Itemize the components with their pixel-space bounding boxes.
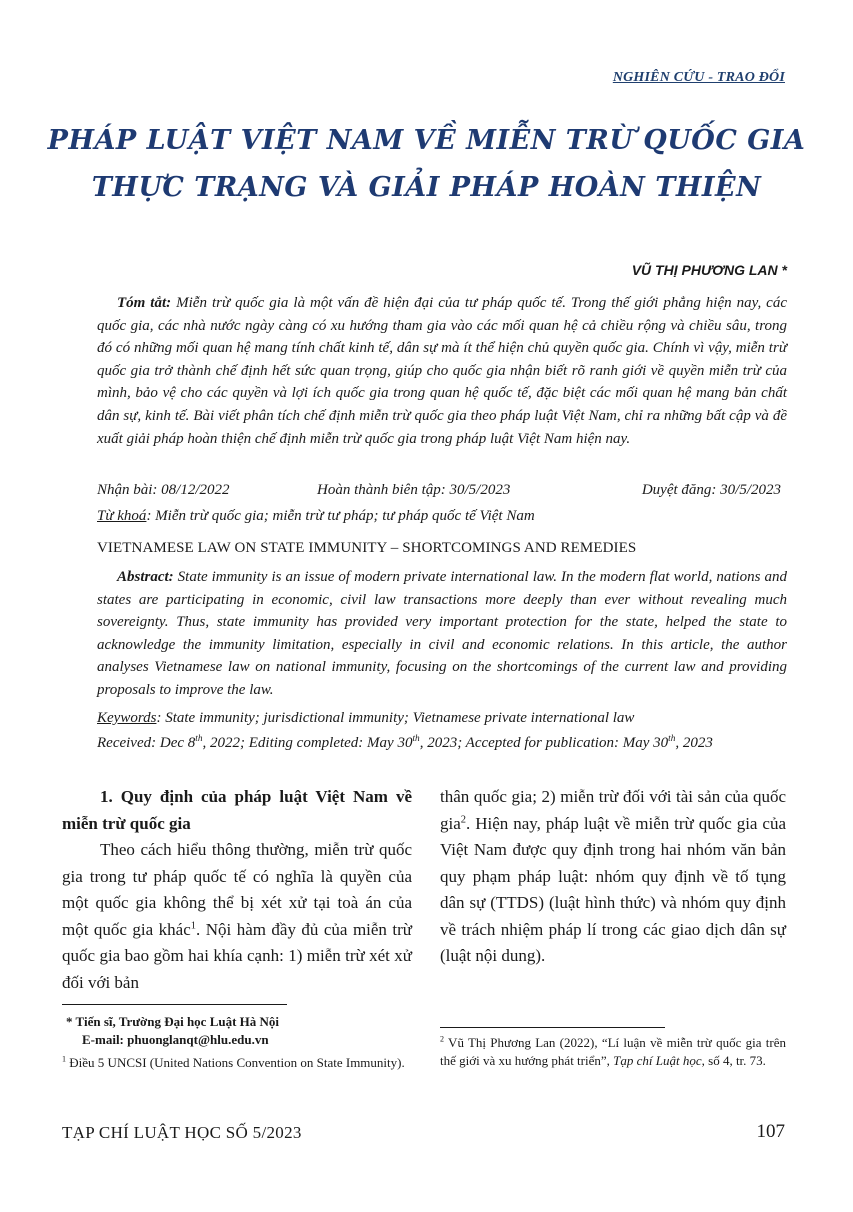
body-paragraph-1-text: Theo cách hiểu thông thường, miễn trừ quốc gia trong tư pháp quốc tế có nghĩa là quyền của một quốc gia không thể bị xét xử tại toà án của một quốc gia khác — [62, 840, 412, 939]
section-tag: NGHIÊN CỨU - TRAO ĐỔI — [612, 70, 785, 85]
author-name: VŨ THỊ PHƯƠNG LAN * — [631, 262, 787, 278]
body-left-column — [62, 784, 412, 996]
article-title-line-2: THỰC TRẠNG VÀ GIẢI PHÁP HOÀN THIỆN — [91, 172, 762, 203]
abstract-en — [97, 566, 787, 702]
received-en-sup: th — [195, 734, 203, 744]
footnote-ref-1: 1 — [190, 919, 197, 931]
received-en — [97, 735, 713, 752]
keywords-en-label: Keywords — [97, 710, 157, 726]
footnote-1-number: 1 — [62, 1054, 67, 1064]
author-email: E-mail: phuonglanqt@hlu.edu.vn — [82, 1032, 269, 1047]
footnote-1 — [62, 1054, 412, 1072]
body-paragraph-1-right: thân quốc gia; 2) miễn trừ đối với tài sản của quốc gia — [440, 787, 786, 833]
footnote-ref-2: 2 — [460, 813, 467, 825]
body-paragraph-1 — [62, 837, 412, 996]
footnote-2-text: Vũ Thị Phương Lan (2022), “Lí luận về miễn trừ quốc gia trên thế giới và xu hướng phát triển”, — [440, 1035, 786, 1068]
keywords-en-text: : State immunity; jurisdictional immunity; Vietnamese private international law — [156, 710, 635, 726]
author-footnote — [62, 1013, 412, 1049]
page-number: 107 — [756, 1121, 785, 1142]
journal-footer: TẠP CHÍ LUẬT HỌC SỐ 5/2023 — [62, 1123, 302, 1142]
received-date-vi: Nhận bài: 08/12/2022 — [97, 482, 230, 498]
summary-vi — [97, 292, 787, 450]
accepted-en-year: , 2023 — [675, 735, 713, 751]
keywords-en — [97, 710, 634, 727]
edited-en-part: , 2022; Editing completed: May 30 — [202, 735, 413, 751]
keywords-vi-label: Từ khoá — [97, 508, 147, 524]
footnote-divider-left — [62, 1004, 287, 1005]
body-right-column — [440, 784, 786, 970]
edited-date-vi: Hoàn thành biên tập: 30/5/2023 — [317, 482, 511, 498]
body-paragraph-1-continued: . Nội hàm đầy đủ của miễn trừ quốc gia bao gồm hai khía cạnh: 1) miễn trừ xét xử đối với bản — [62, 919, 412, 992]
keywords-vi-text: : Miễn trừ quốc gia; miễn trừ tư pháp; tư pháp quốc tế Việt Nam — [146, 508, 535, 524]
footnote-2-issue: , số 4, tr. 73. — [701, 1053, 766, 1068]
english-title: VIETNAMESE LAW ON STATE IMMUNITY – SHORTCOMINGS AND REMEDIES — [97, 540, 637, 556]
approved-date-vi: Duyệt đăng: 30/5/2023 — [641, 482, 781, 498]
accepted-en-part: , 2023; Accepted for publication: May 30 — [419, 735, 669, 751]
received-en-part: Received: Dec 8 — [97, 735, 196, 751]
accepted-en-sup: th — [668, 734, 676, 744]
footnote-2-journal: Tạp chí Luật học — [613, 1053, 702, 1068]
body-paragraph-1-right-rest: . Hiện nay, pháp luật về miễn trừ quốc gia của Việt Nam được quy định trong hai nhóm văn bản quy phạm pháp luật: nhóm quy định về tố tụng dân sự (TTDS) (luật hình thức) và nhóm quy định về trách nhiệm pháp lí trong các giao dịch dân sự (luật nội dung). — [440, 813, 786, 965]
article-title-line-1: PHÁP LUẬT VIỆT NAM VỀ MIỄN TRỪ QUỐC GIA — [47, 125, 806, 156]
abstract-en-label: Abstract: — [117, 569, 174, 585]
summary-vi-label: Tóm tắt: — [117, 295, 172, 311]
footnote-2-number: 2 — [440, 1034, 445, 1044]
section-heading: 1. Quy định của pháp luật Việt Nam về miễn trừ quốc gia — [62, 787, 412, 833]
footnote-1-text: Điều 5 UNCSI (United Nations Convention on State Immunity). — [66, 1055, 405, 1070]
edited-en-sup: th — [412, 734, 420, 744]
summary-vi-text: Miễn trừ quốc gia là một vấn đề hiện đại của tư pháp quốc tế. Trong thế giới phẳng hiện nay, các quốc gia, các nhà nước ngày càng có xu hướng tham gia vào các mối quan hệ cả chiều rộng và chiều sâu, trong đó có những mối quan hệ mang tính chất kinh tế, dân sự mà ít thể hiện chủ quyền quốc gia. Chính vì vậy, miễn trừ quốc gia trở thành chế định hết sức quan trọng, giúp cho quốc gia nhận biết rõ ranh giới về quyền miễn trừ của mình, bảo vệ cho các quyền và lợi ích quốc gia trong quan hệ quốc tế, đặc biệt các mối quan hệ mang bản chất dân sự, kinh tế. Bài viết phân tích chế định miễn trừ quốc gia theo pháp luật Việt Nam, chỉ ra những bất cập và đề xuất giải pháp hoàn thiện chế định miễn trừ quốc gia trong pháp luật Việt Nam hiện nay. — [97, 295, 787, 447]
keywords-vi — [97, 508, 535, 525]
abstract-en-text: State immunity is an issue of modern private international law. In the modern flat world, nations and states are participating in economic, civil law transactions more deeply than ever without revealing much sovereignty. Thus, state immunity has provided very important protection for the state, helped the state to acknowledge the immunity limitation, especially in civil and economic relations. In this article, the author analyses Vietnamese law on national immunity, focusing on the shortcomings of the current law and providing proposals to improve the law. — [97, 569, 787, 698]
author-affiliation: * Tiến sĩ, Trường Đại học Luật Hà Nội — [66, 1014, 280, 1029]
footnote-2 — [440, 1034, 786, 1070]
footnote-divider-right — [440, 1027, 665, 1028]
